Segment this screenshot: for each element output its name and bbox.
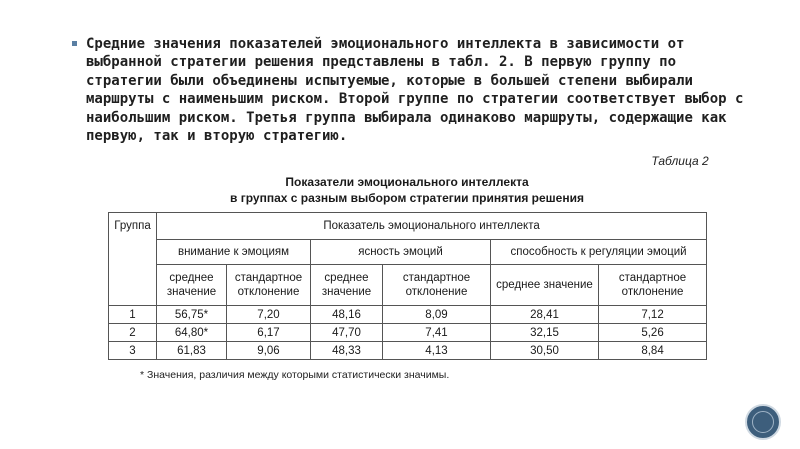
- stat-header: среднее значение: [157, 265, 227, 306]
- value-cell: 7,20: [227, 306, 311, 324]
- group-cell: 3: [109, 342, 157, 360]
- table-caption: Таблица 2: [651, 154, 709, 168]
- group-cell: 2: [109, 324, 157, 342]
- table-title-line-2: в группах с разным выбором стратегии принятия решения: [230, 191, 584, 205]
- table-row: [109, 342, 707, 360]
- value-cell: 48,16: [311, 306, 383, 324]
- category-header: внимание к эмоциям: [157, 240, 311, 265]
- value-cell: 5,26: [599, 324, 707, 342]
- stat-header: среднее значение: [311, 265, 383, 306]
- value-cell: 61,83: [157, 342, 227, 360]
- value-cell: 64,80*: [157, 324, 227, 342]
- category-header: ясность эмоций: [311, 240, 491, 265]
- stat-header: среднее значение: [491, 265, 599, 306]
- table-row: [109, 306, 707, 324]
- value-cell: 4,13: [383, 342, 491, 360]
- value-cell: 30,50: [491, 342, 599, 360]
- value-cell: 47,70: [311, 324, 383, 342]
- value-cell: 56,75*: [157, 306, 227, 324]
- circle-nav-icon: [752, 411, 774, 433]
- slide-nav-button[interactable]: [745, 404, 781, 440]
- bullet-block: [72, 35, 772, 152]
- stat-header: стандартное отклонение: [599, 265, 707, 306]
- value-cell: 8,84: [599, 342, 707, 360]
- bullet-text: Средние значения показателей эмоционального интеллекта в зависимости от выбранной стратегии решения представлены в табл. 2. В первую группу по стратегии были объединены испытуемые, которые в большей степени выбирали маршруты с наименьшим риском. Второй группе по стратегии соответствует выбор с наибольшим риском. Третья группа выбирала одинаково маршруты, содержащие как первую, так и вторую стратегию.: [86, 36, 744, 145]
- bullet-marker: [72, 41, 77, 46]
- stat-header: стандартное отклонение: [227, 265, 311, 306]
- table-title-line-1: Показатели эмоционального интеллекта: [285, 175, 529, 189]
- table-footnote: * Значения, различия между которыми статистически значимы.: [140, 369, 450, 381]
- value-cell: 28,41: [491, 306, 599, 324]
- value-cell: 9,06: [227, 342, 311, 360]
- group-header: Группа: [109, 213, 157, 306]
- data-table: [108, 212, 707, 360]
- stat-header: стандартное отклонение: [383, 265, 491, 306]
- value-cell: 48,33: [311, 342, 383, 360]
- category-header: способность к регуляции эмоций: [491, 240, 707, 265]
- group-cell: 1: [109, 306, 157, 324]
- table-row: [109, 324, 707, 342]
- value-cell: 7,41: [383, 324, 491, 342]
- value-cell: 32,15: [491, 324, 599, 342]
- value-cell: 7,12: [599, 306, 707, 324]
- value-cell: 6,17: [227, 324, 311, 342]
- indicator-header: Показатель эмоционального интеллекта: [157, 213, 707, 240]
- value-cell: 8,09: [383, 306, 491, 324]
- table-title: [108, 174, 706, 206]
